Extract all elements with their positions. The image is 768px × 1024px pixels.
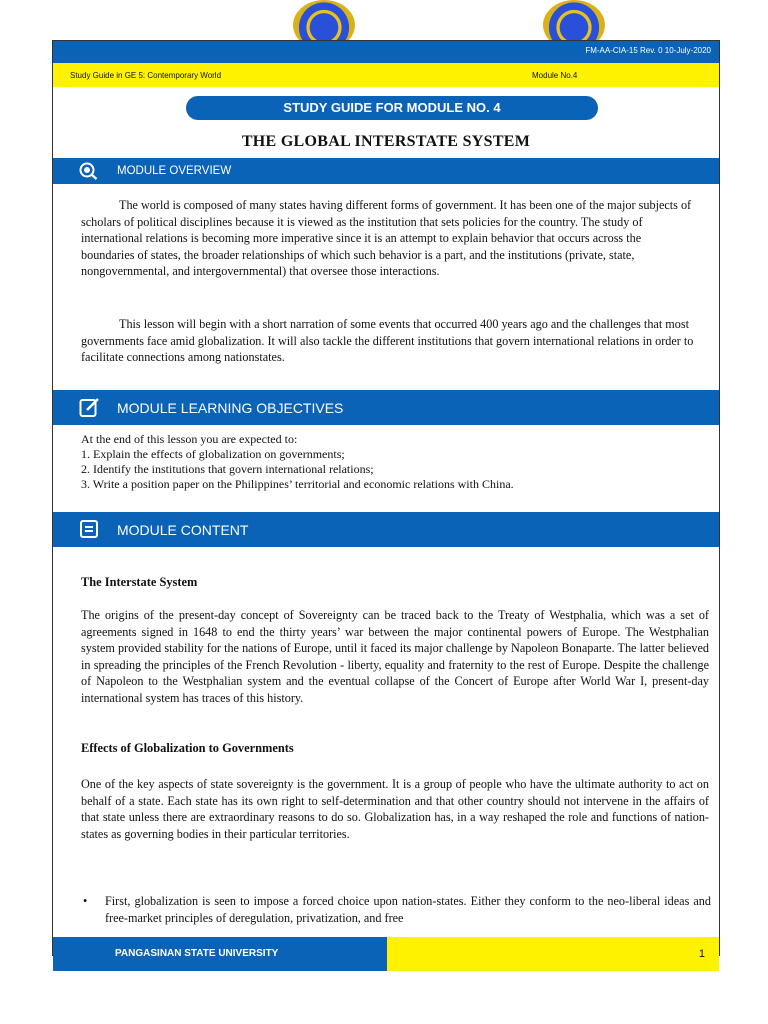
objectives-section-bar: [53, 390, 719, 425]
page-frame: [52, 40, 720, 960]
footer: [53, 937, 719, 971]
globalization-paragraph: One of the key aspects of state sovereignty is the government. It is a group of people who have the ultimate authority to act on behalf of a state. Each state has its own right to self-determination and that other country should not intervene in the affairs of that state unless there are extraordinary reasons to do so. Globalization has, in a way reshaped the role and functions of nation-states as governing bodies in their particular territories.: [81, 777, 709, 841]
bullet-dot: •: [83, 894, 88, 908]
overview-paragraph-1: The world is composed of many states having different forms of government. It has been one of the major subjects of scholars of political disciplines because it is viewed as the institution that sets policies for the country. The study of international relations is becoming more imperative since it is an attempt to explain behavior that occurs across the boundaries of states, the broader relationships of which such behavior is a part, and the institutions (private, state, nongovernmental, and intergovernmental) that oversee those interactions.: [81, 198, 692, 278]
interstate-system-paragraph: The origins of the present-day concept of Sovereignty can be traced back to the Treaty of Westphalia, which was a set of agreements signed in 1648 to end the thirty years’ war between the major continental powers of Europe. The Westphalian system provided stability for the nations of Europe, until it faced its major challenge by Napoleon Bonaparte. The latter believed in spreading the principles of the French Revolution - liberty, equality and fraternity to the rest of Europe. Despite the challenge of Napoleon to the Westphalian system and the eventual collapse of the Concert of Europe after World War I, present-day international system has traces of this history.: [81, 608, 709, 705]
objectives-list: [81, 432, 701, 492]
globalization-heading: Effects of Globalization to Governments: [81, 741, 294, 755]
overview-title: MODULE OVERVIEW: [117, 165, 232, 177]
content-title: MODULE CONTENT: [117, 522, 249, 538]
top-bar: [53, 41, 719, 63]
objective-item: 2. Identify the institutions that govern international relations;: [81, 462, 374, 476]
overview-paragraph-2: This lesson will begin with a short narration of some events that occurred 400 years ago and the challenges that most governments face amid globalization. It will also tackle the different institutions that govern international relations in order to facilitate connections among nationstates.: [81, 317, 694, 364]
objectives-intro: At the end of this lesson you are expected to:: [81, 432, 298, 446]
page-title: THE GLOBAL INTERSTATE SYSTEM: [241, 133, 531, 150]
bullet-text: First, globalization is seen to impose a forced choice upon nation-states. Either they conform to the neo-liberal ideas and free-market principles of deregulation, privatization, and free: [105, 894, 711, 925]
header-bar: [53, 63, 719, 87]
interstate-system-heading: The Interstate System: [81, 575, 198, 589]
objective-item: 3. Write a position paper on the Philippines’ territorial and economic relations with China.: [81, 477, 514, 491]
objectives-title: MODULE LEARNING OBJECTIVES: [117, 400, 344, 416]
overview-section-bar: [53, 158, 719, 184]
study-guide-label: Study Guide in GE 5: Contemporary World: [70, 71, 222, 80]
module-number: Module No.4: [532, 71, 578, 80]
university-name: PANGASINAN STATE UNIVERSITY: [53, 937, 387, 971]
magnifier-icon: [79, 162, 99, 185]
edit-icon: [79, 397, 101, 424]
page-number: 1: [387, 937, 719, 971]
logo-strip: [0, 0, 768, 42]
bullet-item: [83, 893, 711, 926]
content-section-bar: [53, 512, 719, 547]
form-code: FM-AA-CIA-15 Rev. 0 10-July-2020: [585, 46, 711, 55]
document-icon: [79, 519, 99, 544]
study-guide-pill: STUDY GUIDE FOR MODULE NO. 4: [186, 96, 598, 120]
objective-item: 1. Explain the effects of globalization on governments;: [81, 447, 345, 461]
